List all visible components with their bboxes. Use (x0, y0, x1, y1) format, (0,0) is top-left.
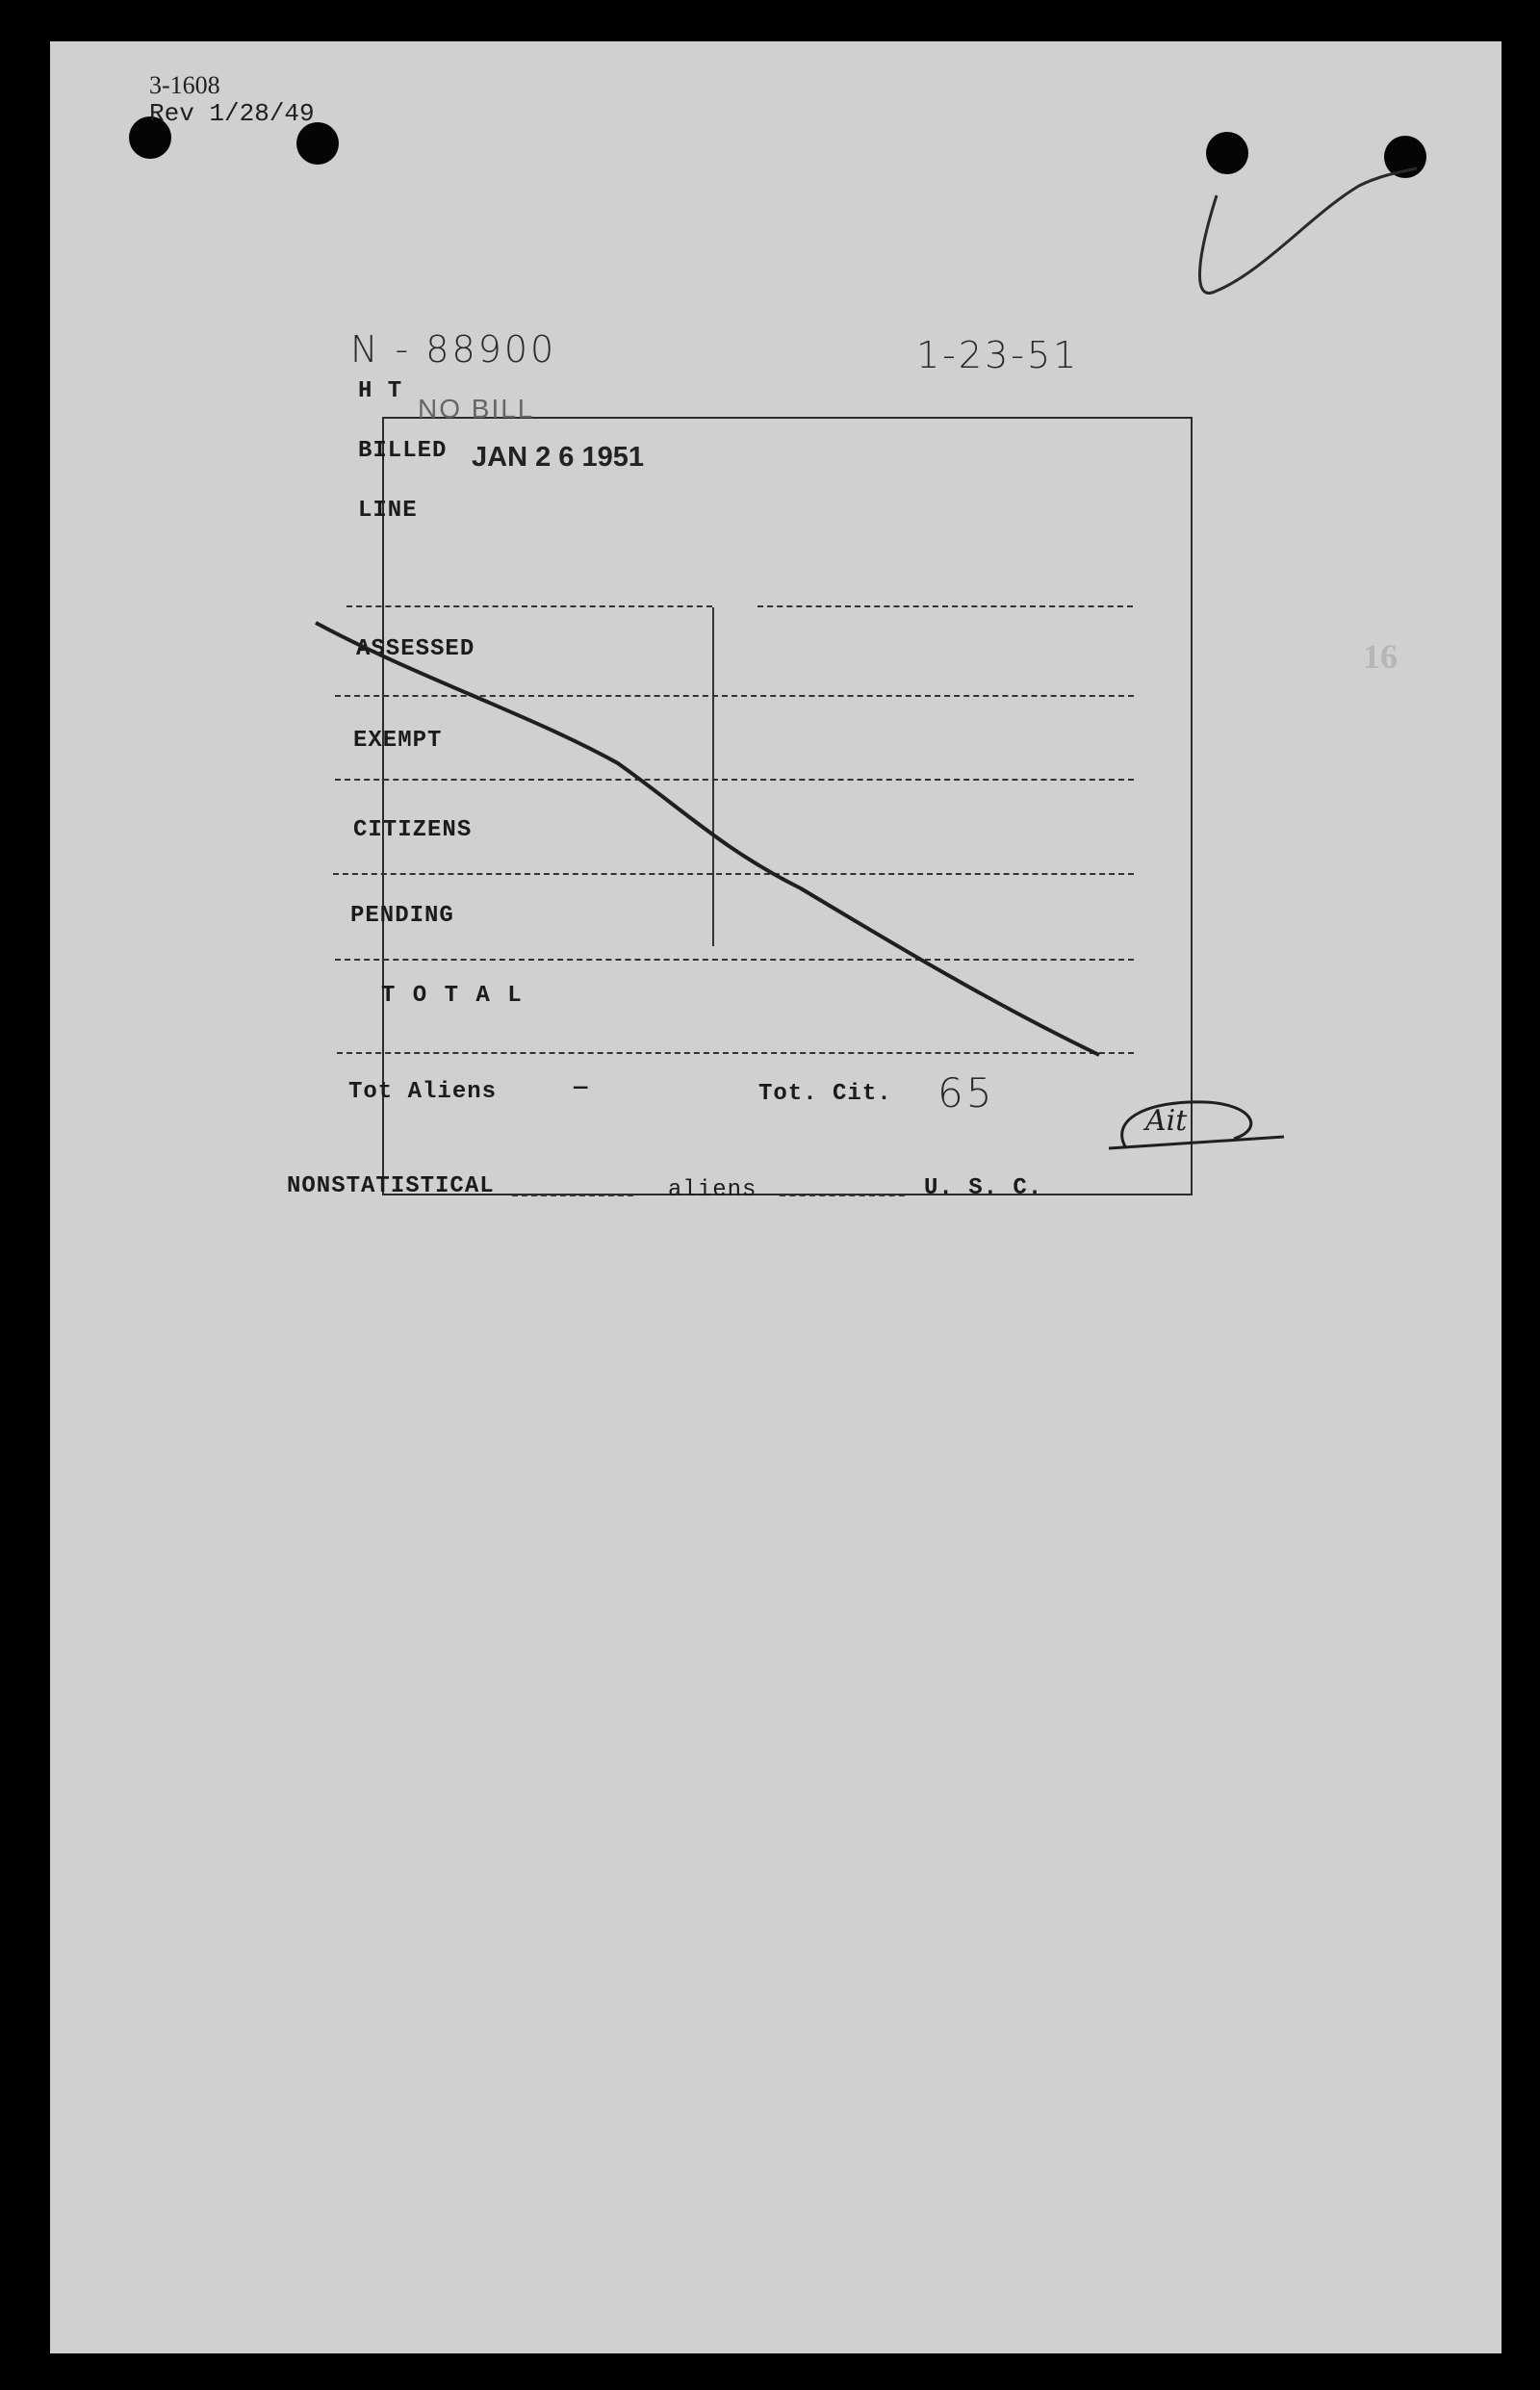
row-label-exempt: EXEMPT (353, 728, 443, 754)
punch-hole-right-2 (1384, 136, 1426, 178)
tot-aliens-label: Tot Aliens (348, 1079, 498, 1105)
divider-row-1 (335, 695, 1134, 697)
row-label-assessed: ASSESSED (356, 636, 475, 662)
billed-date-stamp: JAN 2 6 1951 (472, 442, 644, 473)
usc-label: U. S. C. (924, 1175, 1043, 1201)
signature-initials: Ait (1145, 1104, 1188, 1138)
aliens-blank (780, 1195, 905, 1196)
file-number: N - 88900 (350, 328, 557, 371)
divider-row-2 (335, 779, 1134, 781)
cancel-stroke (50, 41, 1502, 2353)
form-box (382, 417, 1193, 1195)
tot-cit-value: 65 (937, 1069, 995, 1117)
ht-label: H T (358, 378, 403, 404)
punch-hole-left-2 (296, 122, 339, 165)
punch-hole-right-1 (1206, 132, 1248, 174)
divider-top-right (757, 605, 1133, 607)
divider-row-5 (337, 1052, 1134, 1054)
form-number: 3-1608 (149, 71, 220, 99)
billed-label: BILLED (358, 438, 448, 464)
row-label-citizens: CITIZENS (353, 817, 473, 843)
document-date: 1-23-51 (916, 334, 1080, 376)
divider-row-4 (335, 959, 1134, 961)
divider-row-3 (333, 873, 1134, 875)
check-mark-icon (50, 41, 1502, 2353)
row-label-pending: PENDING (350, 903, 454, 929)
total-label: T O T A L (381, 983, 524, 1009)
page-number: 16 (1363, 637, 1398, 676)
form-revision: Rev 1/28/49 (149, 99, 315, 128)
nonstatistical-label: NONSTATISTICAL (287, 1173, 495, 1199)
divider-top-left (346, 605, 712, 607)
aliens-label: aliens (668, 1177, 757, 1203)
nonstatistical-blank (512, 1195, 633, 1196)
no-bill-stamp: NO BILL (418, 394, 535, 424)
document-sheet (50, 41, 1502, 2353)
line-label: LINE (358, 498, 418, 524)
tot-cit-label: Tot. Cit. (758, 1081, 892, 1107)
tot-aliens-value: — (574, 1075, 589, 1101)
column-divider (712, 607, 714, 946)
